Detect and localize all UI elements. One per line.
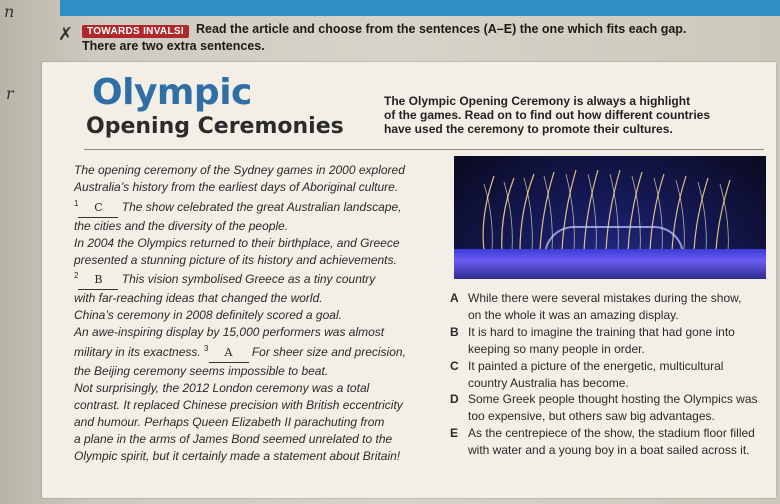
article-title-line-2: Opening Ceremonies [86,114,344,139]
option-e [450,425,770,459]
option-text: country Australia has become. [468,375,629,390]
body-line-gap-2 [74,268,444,290]
body-text: The show celebrated the great Australian landscape, [118,199,402,214]
margin-handwriting-mark: r [6,84,14,103]
body-text: For sheer size and precision, [248,345,406,360]
option-b [450,324,770,358]
body-line: a plane in the arms of James Bond seemed unrelated to the [74,431,393,446]
body-line: Australia’s history from the earliest days of Aboriginal culture. [74,179,399,194]
option-a [450,290,770,324]
body-line-gap-1 [74,196,444,218]
gap-number: 3 [204,344,209,354]
gap-3-answer[interactable]: A [209,345,249,363]
body-line: In 2004 the Olympics returned to their birthplace, and Greece [74,235,400,250]
option-text: keeping so many people in order. [468,341,645,356]
cross-mark-icon: ✗ [58,24,74,44]
option-c [450,358,770,392]
top-color-strip [60,0,780,16]
margin-handwriting-mark: n [4,2,15,21]
stadium-floor [454,249,766,279]
option-letter: C [450,358,459,373]
body-line: and humour. Perhaps Queen Elizabeth II parachuting from [74,414,385,429]
body-line: contrast. It replaced Chinese precision with British eccentricity [74,397,403,412]
body-line: An awe-inspiring display by 15,000 performers was almost [74,325,385,340]
option-d [450,391,770,425]
intro-line: of the games. Read on to find out how different countries [384,108,711,122]
body-text: military in its exactness. [74,345,205,360]
option-letter: E [450,426,459,441]
article-title-line-1: Olympic [92,72,252,113]
option-letter: A [450,291,459,305]
fireworks-stadium-photo [454,156,766,279]
body-line: China’s ceremony in 2008 definitely scored a goal. [74,308,342,323]
answer-options [450,290,770,459]
body-line-gap-3 [74,341,444,363]
option-text: too expensive, but others saw big advantages. [468,409,715,424]
body-line: The opening ceremony of the Sydney games in 2000 explored [74,163,405,177]
option-text: on the whole it was an amazing display. [468,307,679,322]
body-line: presented a stunning picture of its history and achievements. [74,252,397,267]
option-text: While there were several mistakes during the show, [468,291,742,305]
intro-line: The Olympic Opening Ceremony is always a highlight [384,94,691,108]
divider [84,149,764,150]
gap-number: 2 [74,271,79,281]
body-line: with far-reaching ideas that changed the world. [74,291,323,306]
option-text: As the centrepiece of the show, the stadium floor filled [468,426,755,441]
option-text: Some Greek people thought hosting the Olympics was [468,392,758,407]
option-text: with water and a young boy in a boat sailed across it. [468,443,750,458]
instruction-line-2: There are two extra sentences. [82,39,265,53]
body-line: the cities and the diversity of the people. [74,218,289,233]
article-body [74,162,444,464]
instruction-line-1: Read the article and choose from the sentences (A–E) the one which fits each gap. [196,22,687,36]
body-line: the Beijing ceremony seems impossible to beat. [74,363,329,378]
gap-2-answer[interactable]: B [78,272,118,290]
option-letter: B [450,324,459,339]
invalsi-badge: TOWARDS INVALSI [82,25,189,38]
gap-1-answer[interactable]: C [78,200,118,218]
option-text: It painted a picture of the energetic, multicultural [468,358,724,373]
body-text: This vision symbolised Greece as a tiny country [118,272,376,287]
gap-number: 1 [74,198,79,208]
body-line: Not surprisingly, the 2012 London ceremony was a total [74,380,370,395]
intro-line: have used the ceremony to promote their cultures. [384,122,673,136]
article-intro [384,94,724,136]
option-letter: D [450,392,459,407]
body-line: Olympic spirit, but it certainly made a statement about Britain! [74,448,401,463]
option-text: It is hard to imagine the training that had gone into [468,324,735,339]
